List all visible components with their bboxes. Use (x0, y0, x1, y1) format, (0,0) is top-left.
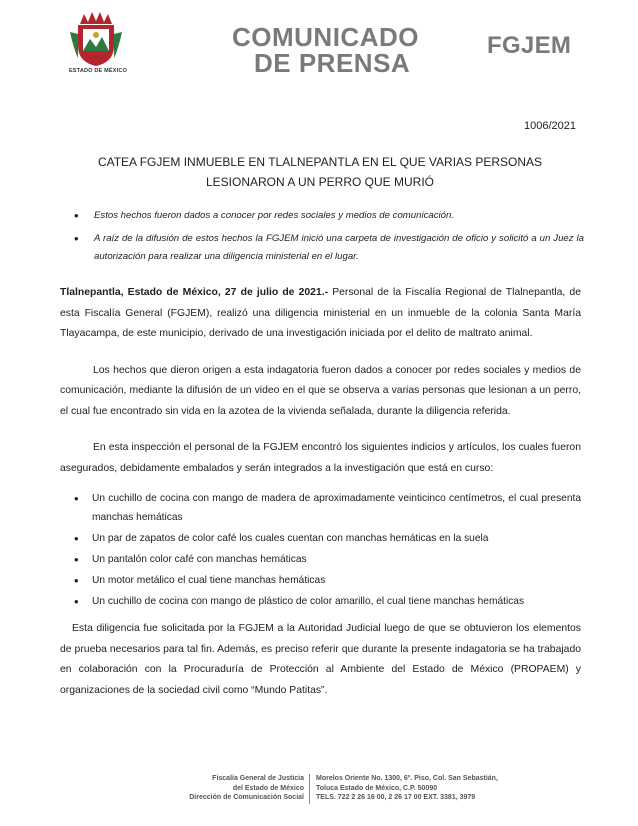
paragraph-1 (60, 283, 581, 345)
paragraph-4: Esta diligencia fue solicitada por la FGJEM a la Autoridad Judicial luego de que se obtuvieron los elementos de prueba necesarios para tal fin. Además, es preciso referir que durante la presente indagatoria se ha trabajado en colaboración con la Procuraduría de Protección al Ambiente del Estado de México (PROPAEM) y organizaciones de la sociedad civil como “Mundo Patitas”. (60, 623, 581, 696)
summary-bullet: • A raíz de la difusión de estos hechos la FGJEM inició una carpeta de investigación de oficio y solicitó a un Juez la autorización para realizar una diligencia ministerial en el lugar. (74, 230, 584, 266)
footer-institution-line: Fiscalía General de Justicia (212, 775, 304, 782)
release-number: 1006/2021 (524, 120, 576, 132)
paragraph-3: En esta inspección el personal de la FGJEM encontró los siguientes indicios y artículos, los cuales fueron asegurados, debidamente embalados y serán integrados a la investigación que está en curso: (60, 442, 581, 474)
summary-bullet: • Estos hechos fueron dados a conocer por redes sociales y medios de comunicación. (74, 207, 584, 225)
agency-logo-text: FGJEM (487, 32, 572, 59)
footer-divider (309, 774, 310, 804)
article-body (60, 283, 581, 717)
document-header (0, 0, 638, 90)
document-footer (0, 772, 638, 812)
summary-bullets (74, 207, 584, 271)
footer-phone-line: TELS. 722 2 26 16 00, 2 26 17 00 EXT. 3381, 3979 (316, 794, 476, 801)
footer-institution-line: del Estado de México (232, 784, 304, 792)
evidence-item: • Un pantalón color café con manchas hemáticas (74, 550, 581, 569)
evidence-item: • Un par de zapatos de color café los cuales cuentan con manchas hemáticas en la suela (74, 529, 581, 548)
paragraph-2: Los hechos que dieron origen a esta indagatoria fueron dados a conocer por redes sociales y medios de comunicación, mediante la difusión de un video en el que se observa a varias personas que lesionan a un perro, el cual fue encontrado sin vida en la azotea de la vivienda señalada, durante la diligencia referida. (60, 364, 581, 417)
footer-institution-line: Dirección de Comunicación Social (189, 794, 304, 801)
headline: CATEA FGJEM INMUEBLE EN TLALNEPANTLA EN EL QUE VARIAS PERSONAS LESIONARON A UN PERRO QUE MURIÓ (97, 155, 543, 189)
footer-address-line: Morelos Oriente No. 1300, 6º. Piso, Col. San Sebastián, (316, 775, 498, 782)
estado-de-mexico-seal-icon (66, 10, 126, 68)
paragraph-1-text: Personal de la Fiscalía Regional de Tlalnepantla, de esta Fiscalía General (FGJEM), realizó una diligencia ministerial en un inmueble de la colonia Santa María Tlayacampa, de este municipio, derivado de una investigación iniciada por el delito de maltrato animal. (60, 287, 581, 339)
dateline: Tlalnepantla, Estado de México, 27 de julio de 2021.- (60, 287, 329, 298)
footer-institution (189, 774, 304, 803)
evidence-list (60, 489, 581, 611)
press-release-title (232, 24, 419, 76)
seal-caption: ESTADO DE MÉXICO (68, 68, 128, 74)
title-line-2: DE PRENSA (254, 48, 411, 78)
evidence-item: • Un cuchillo de cocina con mango de plástico de color amarillo, el cual tiene manchas hemáticas (74, 592, 581, 611)
evidence-item: • Un motor metálico el cual tiene manchas hemáticas (74, 571, 581, 590)
title-line-1: COMUNICADO (232, 22, 419, 52)
footer-address-line: Toluca Estado de México, C.P. 50090 (316, 784, 438, 792)
evidence-item: • Un cuchillo de cocina con mango de madera de aproximadamente veinticinco centímetros, el cual presenta manchas hemáticas (74, 489, 581, 527)
footer-address (316, 774, 498, 803)
